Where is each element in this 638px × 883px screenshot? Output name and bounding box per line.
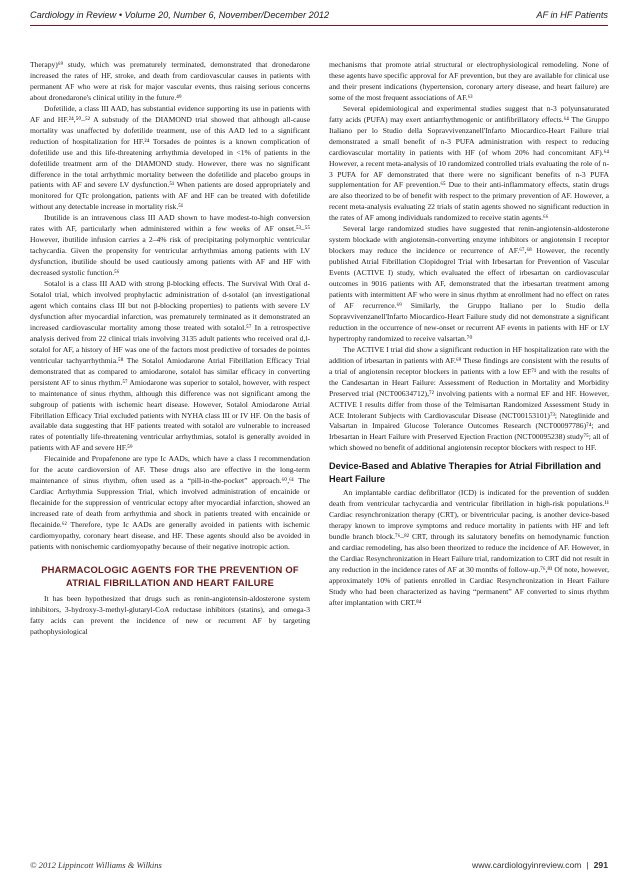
paragraph: Therapy)⁶⁹ study, which was prematurely terminated, demonstrated that dronedarone increased the rates of HF, stroke, and death from cardiovascular causes in patients with permanent AF who were at risk for major vascular events, thus raising serious concerns about dronedarone's clinical utility in the future.⁴⁹ (30, 60, 310, 102)
footer-separator: | (586, 860, 589, 870)
paragraph: An implantable cardiac defibrillator (ICD) is indicated for the prevention of sudden death from ventricular tachycardia and ventricular fibrillation in high-risk populations.¹¹ Cardiac resynchronization therapy (CRT), or biventricular pacing, is another device-based therapy known to improve symptoms and reduce mortality in patients with HF and left bundle branch block.⁷⁶–⁸² CRT, through its salutatory benefits on hemodynamic function and cardiac remodeling, has also been theorized to reduce the incidence of AF. However, in the Cardiac Resynchronization in Heart Failure trial, randomization to CRT did not result in any reduction in the incidence rates of AF at 30 months of follow-up.⁷⁶,⁸³ Of note, however, approximately 10% of patients enrolled in Cardiac Resynchronization in Heart Failure Study who had been characterized as having “permanent” AF converted to sinus rhythm after implantation with CRT.⁸⁴ (329, 488, 609, 607)
section-heading: PHARMACOLOGIC AGENTS FOR THE PREVENTION OF ATRIAL FIBRILLATION AND HEART FAILURE (41, 563, 299, 588)
page-number: 291 (593, 860, 608, 870)
header-divider (30, 25, 608, 26)
journal-citation: Cardiology in Review • Volume 20, Number 6, November/December 2012 (30, 10, 330, 20)
paragraph: It has been hypothesized that drugs such as renin-angiotensin-aldosterone system inhibitors, 3-hydroxy-3-methyl-glutaryl-CoA reductase inhibitors (statins), and omega-3 fatty acids can prevent the incidence of new or recurrent AF by targeting pathophysiological (30, 593, 310, 636)
footer-right (472, 860, 608, 870)
paragraph: Dofetilide, a class III AAD, has substantial evidence supporting its use in patients with AF and HF.²⁴,⁵⁰–⁵² A substudy of the DIAMOND trial showed that although all-cause mortality was unaffected by dofetilide treatment, use of this AAD led to a significant reduction of hospitalization for HF.²⁴ Torsades de pointes is a known complication of dofetilide use and this life-threatening arrhythmia developed in <1% of patients in the dofetilide treatment arm of the DIAMOND study. However, there was no significant difference in the total arrhythmic mortality between the dofetilide and placebo groups in patients with AF and severe LV dysfunction.⁵¹ When patients are dosed appropriately and monitored for QTc prolongation, patients with AF and HF can be treated with dofetilide without any detectable increase in mortality risk.⁵¹ (30, 103, 310, 212)
section-heading: Device-Based and Ablative Therapies for Atrial Fibrillation and Heart Failure (329, 461, 601, 484)
running-title: AF in HF Patients (536, 10, 608, 20)
left-column (30, 60, 310, 638)
page-footer (30, 860, 608, 874)
paragraph: Ibutilide is an intravenous class III AAD shown to have modest-to-high conversion rates with AF, particularly when administered within a few weeks of AF onset.⁵³–⁵⁵ However, ibutilide infusion carries a 2–4% risk of precipitating polymorphic ventricular tachycardia. Given the propensity for ventricular arrhythmias among patients with LV dysfunction, ibutilide should be used cautiously among patients with AF and HF with decreased systolic function.⁵⁶ (30, 213, 310, 278)
paragraph: mechanisms that promote atrial structural or electrophysiological remodeling. None of these agents have specific approval for AF prevention, but they are available for clinical use and their present indications (hypertension, coronary artery disease, and heart failure) are some of the most frequent associations of AF.⁶³ (329, 60, 609, 102)
running-header (30, 10, 608, 26)
paragraph: Several large randomized studies have suggested that renin-angiotensin-aldosterone system blockade with angiotensin-converting enzyme inhibitors or angiotensin I receptor blockers may reduce the incidence or recurrence of AF.⁶⁷,⁶⁸ However, the recently published Atrial Fibrillation Clopidogrel Trial with Irbesartan for Prevention of Vascular Events (ACTIVE I) study, which evaluated the effect of irbesartan on cardiovascular outcomes in 9016 patients with AF, demonstrated that the irbesartan treatment among patients with intermittent AF who were in sinus rhythm at enrollment had no effect on rates of AF recurrence.⁶⁹ Similarly, the Gruppo Italiano per lo Studio della Sopravvivenzanell'Infarto Miocardico-Heart Failure study did not demonstrate a significant reduction in the occurrence of new-onset or recurrent AF events in patients with HF or LV hypertrophy randomized to receive valsartan.⁷⁰ (329, 224, 609, 343)
paragraph: Sotalol is a class III AAD with strong β-blocking effects. The Survival With Oral d-Sotalol trial, which involved prophylactic administration of d-sotalol (an investigational agent which contains class III but not β-blocking properties) to patients with severe LV dysfunction after myocardial infarction, was prematurely terminated as it demonstrated an increased cardiovascular mortality among those treated with sotalol.⁵⁷ In a retrospective analysis derived from 22 clinical trials involving 3135 adult patients who received oral d,l-sotalol for AF, a history of HF was one of the factors most predictive of torsades de pointes ventricular tachyarrhythmia.⁵⁸ The Sotalol Amiodarone Atrial Fibrillation Efficacy Trial demonstrated that as compared to amiodarone, sotalol has similar efficacy in converting persistent AF to sinus rhythm.⁵⁷ Amiodarone was superior to sotalol, however, with respect to maintenance of sinus rhythm, although this difference was not significant among the subgroup of patients with ischemic heart disease. However, Sotalol Amiodarone Atrial Fibrillation Efficacy Trial excluded patients with NYHA class III or IV HF. On the basis of available data suggesting that HF patients treated with sotalol are vulnerable to increased rates of potentially life-threatening ventricular arrhythmias, sotalol is generally avoided in patients with AF and severe HF.⁵⁹ (30, 279, 310, 453)
paragraph: Flecainide and Propafenone are type Ic AADs, which have a class I recommendation for the acute cardioversion of AF. These drugs also are effective in the long-term maintenance of sinus rhythm, often used as a “pill-in-the-pocket” approach.⁶⁰,⁶¹ The Cardiac Arrhythmia Suppression Trial, which involved administration of encainide or flecainide for the suppression of ventricular ectopy after myocardial infarction, showed an increased rate of death from arrhythmia and shock in patients treated with encainide or flecainide.⁶² Therefore, type Ic AADs are generally avoided in patients with ischemic cardiomyopathy, coronary heart disease, and HF. These agents should also be avoided in patients with nonischemic cardiomyopathy because of their negative inotropic action. (30, 454, 310, 551)
paragraph: Several epidemiological and experimental studies suggest that n-3 polyunsaturated fatty acids (PUFA) may exert antiarrhythmogenic or antifibrillatory effects.⁶⁴ The Gruppo Italiano per lo Studio della Sopravvivenzanell'Infarto Miocardico-Heart Failure trial demonstrated a small benefit of n-3 PUFA administration with respect to reducing cardiovascular mortality in patients with HF (of whom 20% had concomitant AF).⁶⁴ However, a recent meta-analysis of 10 randomized controlled trials evaluating the role of n-3 PUFA for AF demonstrated that there were no significant benefits of n-3 PUFA supplementation for AF prevention.⁶⁵ Due to their anti-inflammatory effects, statin drugs are also theorized to be of benefit with respect to the primary prevention of AF. However, a recent meta-analysis evaluating 22 trials of statin agents showed no significant reduction in the rates of AF among individuals randomized to receive statin agents.⁶⁶ (329, 103, 609, 223)
copyright-notice: © 2012 Lippincott Williams & Wilkins (30, 860, 162, 870)
right-column (329, 60, 609, 609)
paragraph: The ACTIVE I trial did show a significant reduction in HF hospitalization rate with the addition of irbesartan in patients with AF.⁶⁹ These findings are consistent with the results of a trial of angiotensin receptor blockers in patients with a low EF⁷¹ and with the results of the Candesartan in Heart Failure: Assessment of Reduction in Mortality and Morbidity Preserved trial (NCT00634712),⁷² involving patients with a normal EF and HF. However, ACTIVE I results differ from those of the Telmisartan Randomized Assessment Study in ACE Intolerant Subjects with Cardiovascular Disease (NCT00153101)⁷³; Nateglinide and Valsartan in Impaired Glucose Tolerance Outcomes Research (NCT00097786)⁷⁴; and Irbesartan in Heart Failure with Preserved Ejection Fraction (NCT00095238) study⁷⁵; all of which showed no benefit of additional angiotensin receptor blockers with respect to HF. (329, 344, 609, 453)
website-link[interactable]: www.cardiologyinreview.com (472, 860, 582, 870)
